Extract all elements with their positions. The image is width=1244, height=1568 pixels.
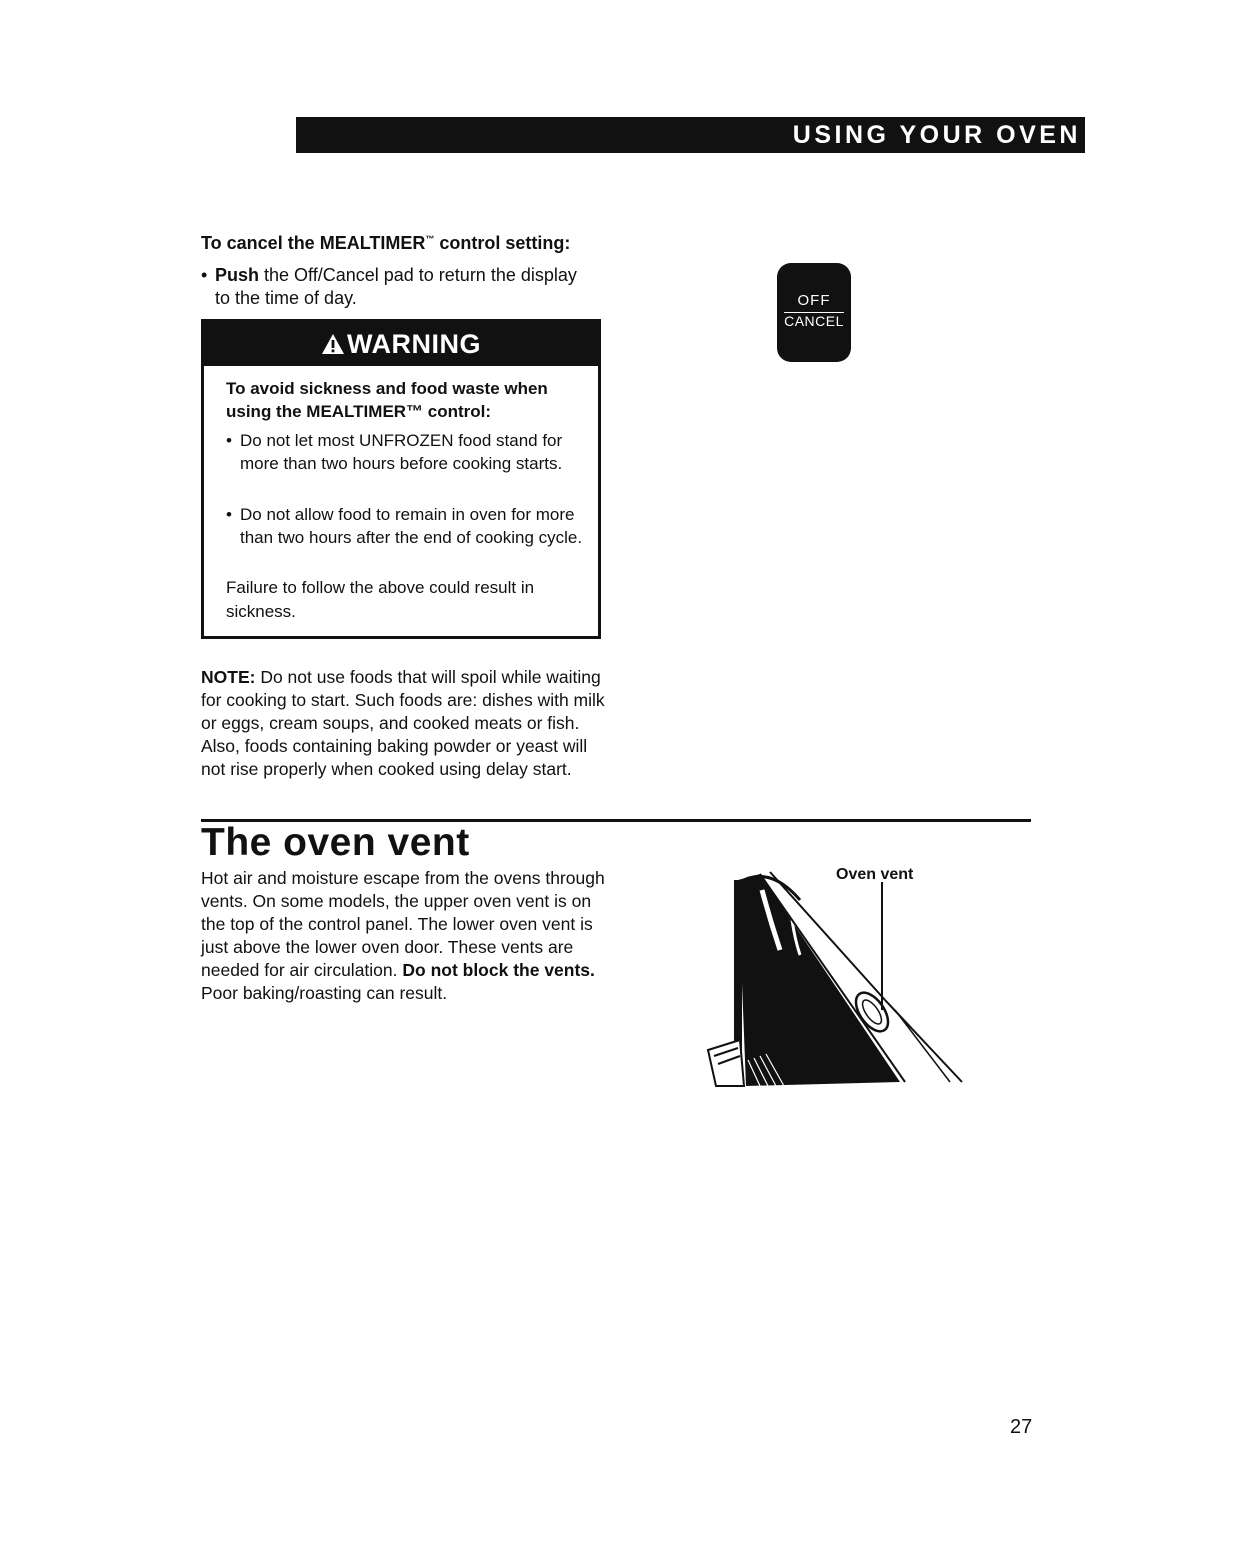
- note-text: Do not use foods that will spoil while waiting for cooking to start. Such foods are: dishes with milk or eggs, cream soups, and cooked meats or fish. Also, foods containing baking powder or yeast will not rise properly when cooked using delay start.: [201, 667, 605, 779]
- instruction-text: the Off/Cancel pad to return the display: [259, 265, 577, 285]
- cancel-heading-suffix: control setting:: [434, 233, 571, 253]
- cancel-instruction: [201, 264, 621, 310]
- instruction-line-2: to the time of day.: [215, 288, 357, 308]
- warning-item: [226, 429, 586, 475]
- bullet: •: [226, 505, 232, 524]
- warning-lead: To avoid sickness and food waste when using the MEALTIMER™ control:: [226, 379, 548, 421]
- cancel-heading-text: To cancel the MEALTIMER: [201, 233, 426, 253]
- oven-vent-illustration: [700, 860, 970, 1090]
- cancel-label: CANCEL: [784, 313, 844, 329]
- instruction-bold: Push: [215, 265, 260, 285]
- trademark-mark: ™: [425, 234, 435, 244]
- warning-box: [201, 319, 601, 639]
- note-label: NOTE:: [201, 667, 256, 687]
- cancel-heading: [201, 233, 570, 254]
- note-paragraph: [201, 666, 611, 781]
- warning-consequence: Failure to follow the above could result in sickness.: [226, 578, 535, 621]
- warning-title: WARNING: [347, 329, 481, 359]
- vent-text-start: Hot air and moisture escape from the ovens through vents. On some models, the upper oven vent is on the top of the control panel. The lower oven vent is just above the lower oven door. These vents are needed for air circulation.: [201, 868, 605, 980]
- off-label: OFF: [797, 292, 831, 309]
- oven-vent-callout-label: Oven vent: [836, 866, 914, 883]
- warning-header: [204, 322, 598, 366]
- warning-triangle-icon: [321, 333, 345, 355]
- bullet: •: [201, 265, 208, 285]
- warning-item-text: Do not let most UNFROZEN food stand for more than two hours before cooking starts.: [240, 431, 563, 473]
- warning-item-text: Do not allow food to remain in oven for more than two hours after the end of cooking cycle.: [240, 505, 583, 547]
- bullet: •: [226, 431, 232, 450]
- section-title: The oven vent: [201, 821, 470, 864]
- off-cancel-pad-illustration: [777, 263, 851, 362]
- section-header-title: USING YOUR OVEN: [792, 121, 1081, 149]
- vent-text-end: Poor baking/roasting can result.: [201, 983, 448, 1003]
- section-header-bar: [296, 117, 1085, 153]
- vent-text-bold: Do not block the vents.: [402, 960, 595, 980]
- warning-item: [226, 503, 586, 549]
- page-number: 27: [1010, 1416, 1033, 1438]
- vent-paragraph: [201, 867, 611, 1005]
